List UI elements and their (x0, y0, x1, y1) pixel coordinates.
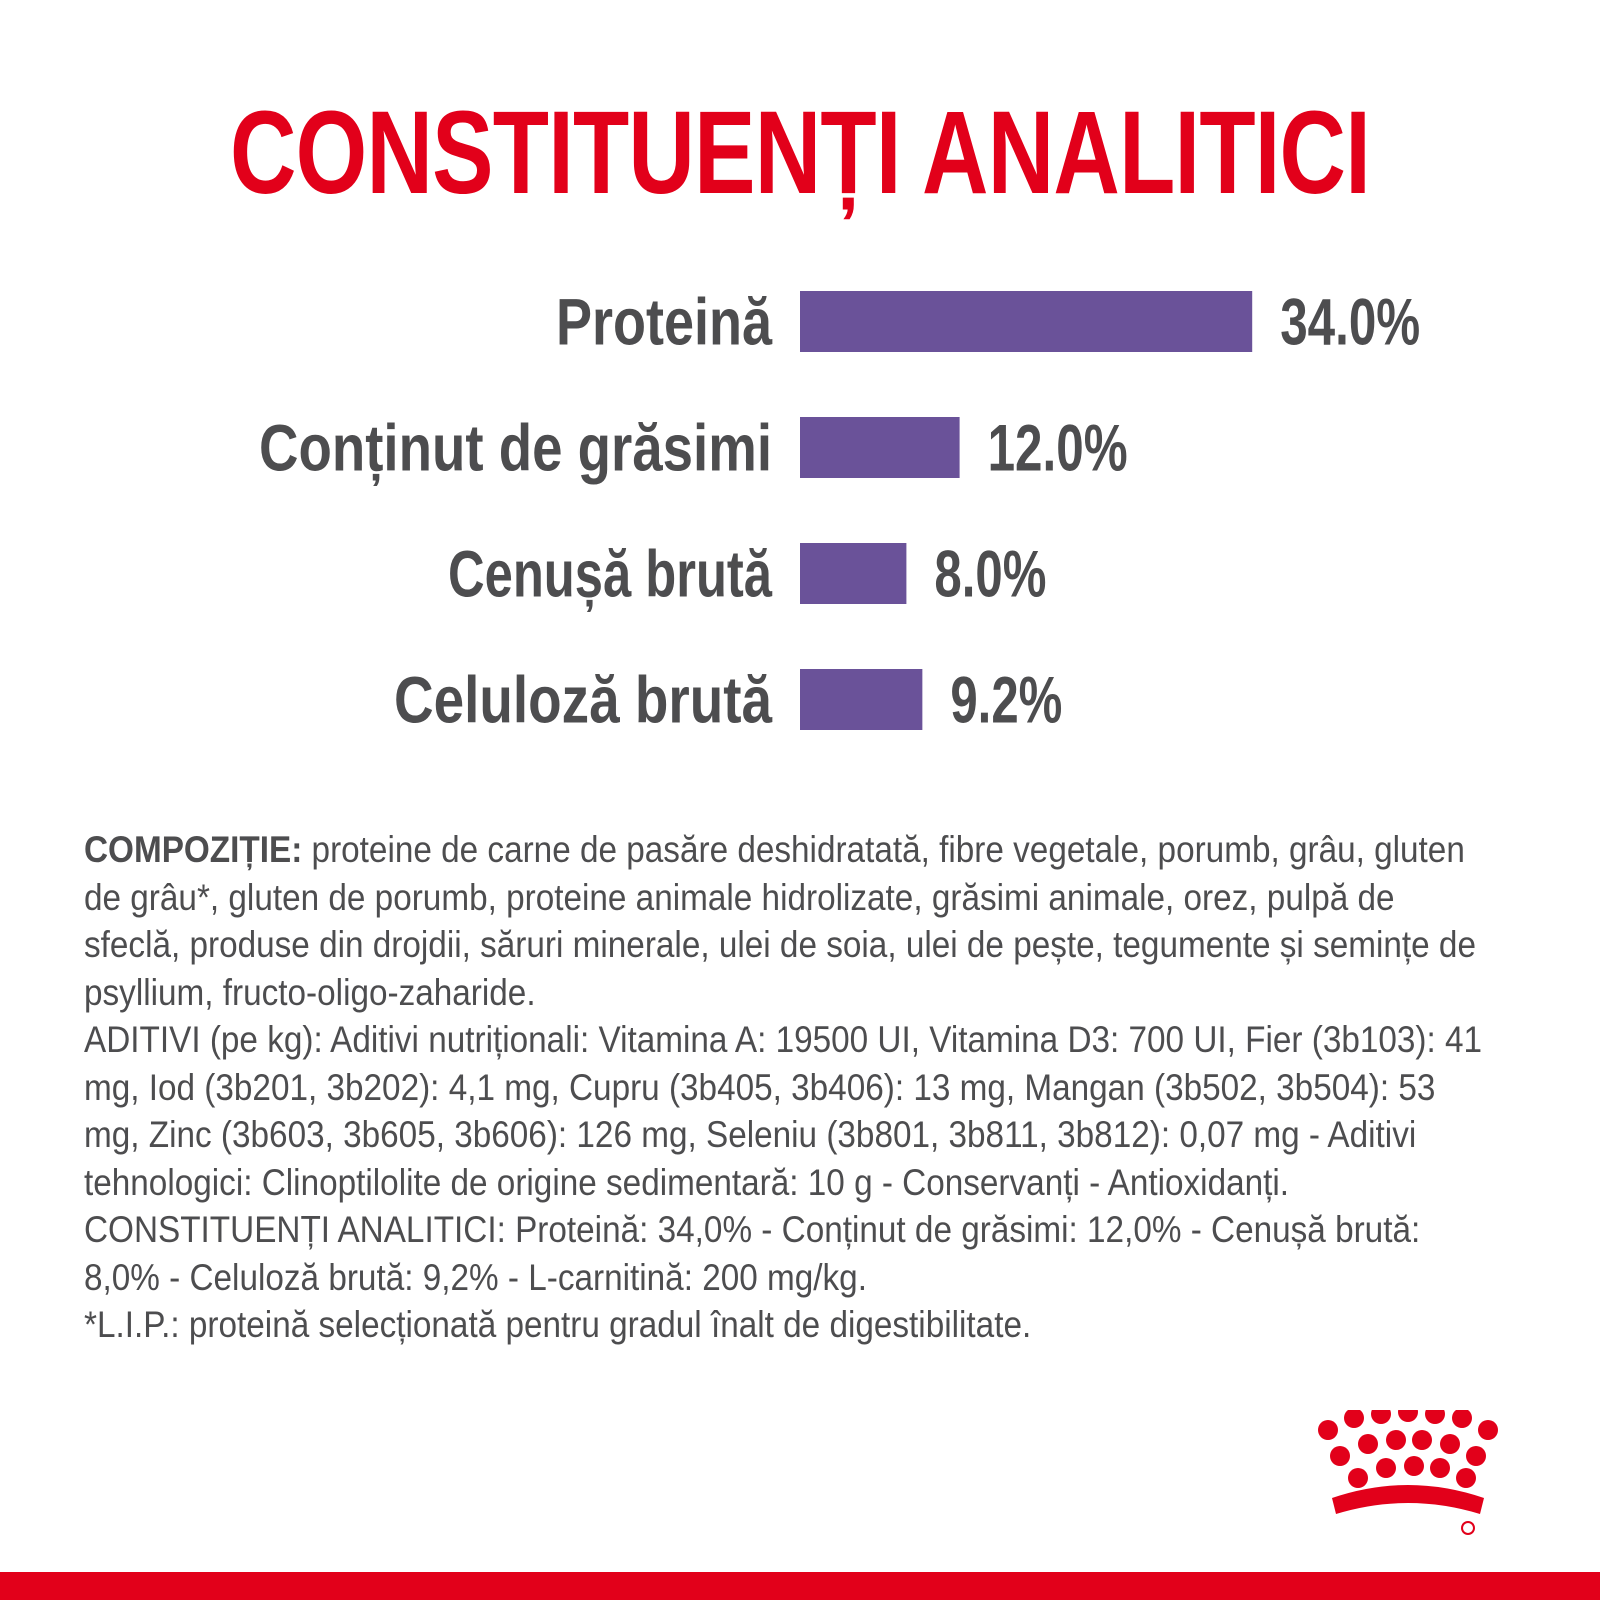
bar (800, 291, 1252, 352)
value-label: 34.0% (1280, 284, 1421, 359)
composition-lead: COMPOZIȚIE: (84, 829, 303, 870)
category-label: Cenușă brută (448, 536, 870, 611)
value-label: 8.0% (934, 536, 1047, 611)
category-label: Proteină (556, 284, 774, 359)
ingredients-paragraph (84, 826, 1488, 1016)
footnote-paragraph: *L.I.P.: proteină selecționată pentru gradul înalt de digestibilitate. (84, 1304, 1032, 1345)
ingredients-list: proteine de carne de pasăre deshidratată, fibre vegetale, porumb, grâu, gluten de grâu*, gluten de porumb, proteine animale hidrolizate, grăsimi animale, orez, pulpă de sfeclă, produse din drojdii, săruri minerale, ulei de soia, ulei de pește, tegumente și semințe de psyllium, fructo-oligo-zaharide. (84, 829, 1476, 1013)
composition-text (84, 826, 1524, 1349)
bar (800, 417, 960, 478)
category-label: Conținut de grăsimi (259, 410, 879, 485)
category-label: Celuloză brută (394, 662, 774, 737)
bar (800, 543, 906, 604)
royal-canin-crown-icon (1316, 1410, 1516, 1562)
analytical-paragraph: CONSTITUENȚI ANALITICI: Proteină: 34,0% - Conținut de grăsimi: 12,0% - Cenușă brută: 8,0% - Celuloză brută: 9,2% - L-carnitină: 200 mg/kg. (84, 1209, 1421, 1298)
page-title: CONSTITUENȚI ANALITICI (229, 87, 1371, 219)
additives-paragraph: ADITIVI (pe kg): Aditivi nutriționali: Vitamina A: 19500 UI, Vitamina D3: 700 UI, Fier (3b103): 41 mg, Iod (3b201, 3b202): 4,1 mg, Cupru (3b405, 3b406): 13 mg, Mangan (3b502, 3b504): 53 mg, Zinc (3b603, 3b605, 3b606): 126 mg, Seleniu (3b801, 3b811, 3b812): 0,07 mg - Aditivi tehnologici: Clinoptilolite de origine sedimentară: 10 g - Conservanți - Antioxidanți. (84, 1019, 1483, 1203)
value-label: 9.2% (950, 662, 1063, 737)
value-label: 12.0% (987, 410, 1128, 485)
nutrient-bar-chart (0, 0, 1600, 780)
footer-bar (0, 1572, 1600, 1600)
bar (800, 669, 922, 730)
